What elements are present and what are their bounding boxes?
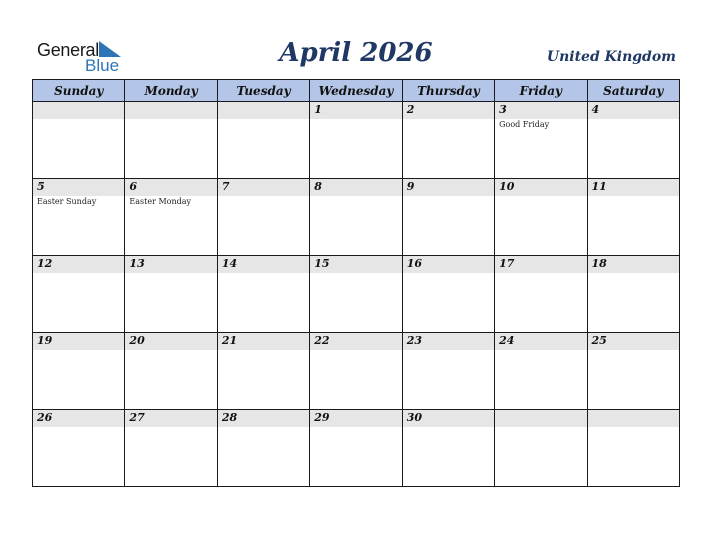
day-cell-header [33, 333, 124, 350]
holiday-label [310, 196, 401, 197]
holiday-label [403, 273, 494, 274]
day-number: 19 [37, 334, 53, 347]
logo-text-blue: Blue [85, 56, 120, 75]
day-cell [402, 410, 494, 487]
weekday-monday: Monday [125, 80, 217, 102]
country-label: United Kingdom [546, 49, 676, 65]
weekday-saturday: Saturday [587, 80, 679, 102]
holiday-label [218, 427, 309, 428]
day-cell [125, 102, 217, 179]
day-number: 5 [37, 180, 45, 193]
day-cell-header [495, 179, 586, 196]
holiday-label [588, 273, 679, 274]
day-cell-header [403, 102, 494, 119]
week-row [33, 256, 680, 333]
holiday-label [33, 350, 124, 351]
day-cell [587, 333, 679, 410]
month-calendar [32, 79, 680, 487]
day-cell [495, 333, 587, 410]
weekday-tuesday: Tuesday [217, 80, 309, 102]
day-number: 9 [406, 180, 415, 193]
holiday-label [218, 196, 309, 197]
day-cell [33, 410, 125, 487]
day-number: 6 [129, 180, 138, 193]
day-cell-header [588, 256, 679, 273]
day-number: 7 [221, 180, 230, 193]
day-cell-header [403, 410, 494, 427]
day-cell-header [125, 410, 216, 427]
day-cell [402, 333, 494, 410]
day-cell [587, 256, 679, 333]
day-cell [125, 410, 217, 487]
weekday-thursday: Thursday [402, 80, 494, 102]
day-cell [125, 333, 217, 410]
day-number: 27 [129, 411, 145, 424]
day-cell-header [403, 179, 494, 196]
holiday-label [125, 119, 216, 120]
day-number: 20 [129, 334, 145, 347]
day-cell-header [33, 102, 124, 119]
day-cell-header [218, 333, 309, 350]
day-number: 16 [406, 257, 422, 270]
day-cell [217, 179, 309, 256]
holiday-label [495, 196, 586, 197]
day-number: 11 [591, 180, 607, 193]
day-cell-header [310, 102, 401, 119]
day-cell-header [495, 333, 586, 350]
day-cell [125, 179, 217, 256]
day-cell-header [588, 410, 679, 427]
week-row [33, 333, 680, 410]
day-cell [217, 410, 309, 487]
day-cell [587, 179, 679, 256]
day-cell-header [125, 102, 216, 119]
holiday-label [588, 350, 679, 351]
holiday-label [125, 350, 216, 351]
holiday-label: Easter Monday [129, 197, 192, 206]
day-cell [310, 256, 402, 333]
week-row [33, 179, 680, 256]
day-cell [495, 179, 587, 256]
day-cell [495, 256, 587, 333]
holiday-label [403, 350, 494, 351]
day-cell-header [588, 333, 679, 350]
day-cell [217, 256, 309, 333]
day-number: 10 [499, 180, 515, 193]
day-cell-header [218, 179, 309, 196]
logo-text-general: General [37, 40, 99, 60]
holiday-label [310, 273, 401, 274]
week-row [33, 102, 680, 179]
day-cell-header [495, 256, 586, 273]
day-number: 8 [314, 180, 322, 193]
day-cell-header [125, 333, 216, 350]
day-cell [33, 256, 125, 333]
day-cell-header [310, 256, 401, 273]
day-cell [125, 256, 217, 333]
holiday-label [588, 196, 679, 197]
day-number: 22 [314, 334, 330, 347]
holiday-label [495, 350, 586, 351]
holiday-label [33, 273, 124, 274]
weekday-header-row [33, 80, 680, 102]
day-cell-header [33, 256, 124, 273]
weekday-sunday: Sunday [33, 80, 125, 102]
calendar-title: April 2026 [279, 38, 433, 68]
holiday-label [310, 350, 401, 351]
day-cell [217, 333, 309, 410]
day-number: 3 [499, 103, 507, 116]
day-cell-header [125, 256, 216, 273]
day-number: 24 [499, 334, 515, 347]
week-row [33, 410, 680, 487]
day-cell [495, 410, 587, 487]
holiday-label [218, 273, 309, 274]
holiday-label [495, 427, 586, 428]
day-cell-header [403, 256, 494, 273]
day-cell-header [310, 179, 401, 196]
day-number: 29 [314, 411, 330, 424]
day-cell-header [125, 179, 216, 196]
weekday-wednesday: Wednesday [310, 80, 402, 102]
day-cell-header [403, 333, 494, 350]
day-cell-header [218, 102, 309, 119]
day-cell [33, 102, 125, 179]
day-cell-header [588, 102, 679, 119]
day-number: 4 [591, 103, 600, 116]
day-cell [310, 179, 402, 256]
holiday-label [33, 427, 124, 428]
day-cell-header [495, 410, 586, 427]
day-cell [587, 102, 679, 179]
day-number: 30 [406, 411, 422, 424]
day-number: 25 [591, 334, 607, 347]
day-number: 23 [406, 334, 422, 347]
day-number: 18 [591, 257, 607, 270]
day-cell [310, 102, 402, 179]
day-number: 2 [406, 103, 415, 116]
day-cell [217, 102, 309, 179]
day-cell-header [495, 102, 586, 119]
day-cell-header [588, 179, 679, 196]
holiday-label: Good Friday [499, 120, 550, 129]
day-number: 26 [37, 411, 53, 424]
holiday-label [125, 427, 216, 428]
holiday-label [403, 196, 494, 197]
day-number: 1 [314, 103, 322, 116]
holiday-label [403, 119, 494, 120]
day-cell-header [310, 410, 401, 427]
holiday-label [125, 273, 216, 274]
day-cell-header [218, 256, 309, 273]
holiday-label [588, 427, 679, 428]
day-number: 14 [221, 257, 238, 270]
day-cell [495, 102, 587, 179]
day-cell [310, 410, 402, 487]
holiday-label [495, 273, 586, 274]
holiday-label [310, 119, 401, 120]
day-cell [402, 102, 494, 179]
day-cell [33, 333, 125, 410]
day-cell-header [310, 333, 401, 350]
holiday-label [403, 427, 494, 428]
holiday-label: Easter Sunday [37, 197, 97, 206]
day-cell [310, 333, 402, 410]
day-cell-header [218, 410, 309, 427]
holiday-label [310, 427, 401, 428]
holiday-label [33, 119, 124, 120]
holiday-label [218, 119, 309, 120]
day-number: 13 [129, 257, 145, 270]
weekday-friday: Friday [495, 80, 587, 102]
day-cell [33, 179, 125, 256]
day-number: 12 [37, 257, 53, 270]
day-number: 28 [221, 411, 238, 424]
holiday-label [588, 119, 679, 120]
day-cell [402, 256, 494, 333]
day-number: 17 [499, 257, 515, 270]
day-number: 15 [314, 257, 330, 270]
day-cell-header [33, 179, 124, 196]
holiday-label [218, 350, 309, 351]
day-number: 21 [221, 334, 238, 347]
day-cell-header [33, 410, 124, 427]
day-cell [587, 410, 679, 487]
day-cell [402, 179, 494, 256]
